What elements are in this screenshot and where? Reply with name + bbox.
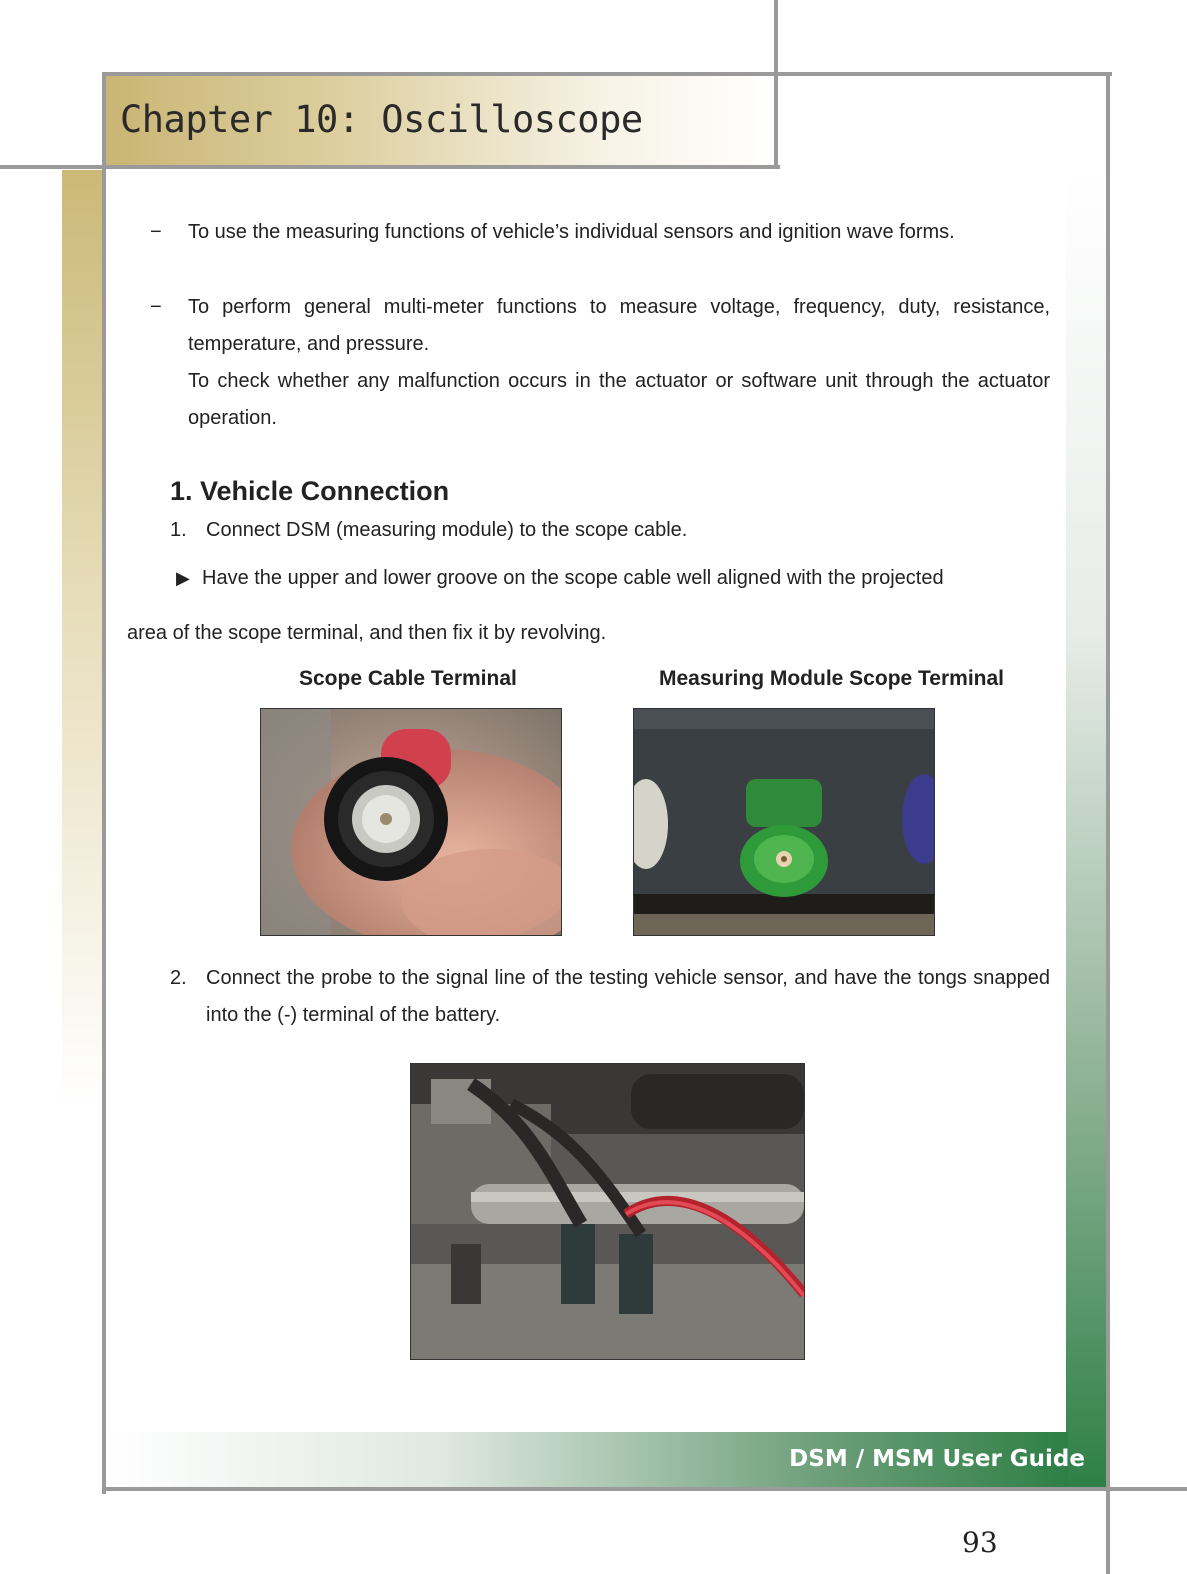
step-2-text: Connect the probe to the signal line of the testing vehicle sensor, and have the tongs snapped into the (-) terminal of the battery.	[206, 967, 1050, 1026]
scope-cable-terminal-photo	[260, 708, 562, 936]
left-gold-gradient	[62, 170, 106, 1110]
intro-item-3: To check whether any malfunction occurs in the actuator or software unit through the actuator operation.	[188, 370, 1050, 429]
frame-line-left	[102, 72, 106, 1494]
module-terminal-illustration	[634, 709, 934, 935]
page-number: 93	[962, 1526, 998, 1559]
note-line-1: Have the upper and lower groove on the scope cable well aligned with the projected	[202, 567, 944, 589]
measuring-module-terminal-photo	[633, 708, 935, 936]
frame-line-top	[102, 72, 1112, 76]
section-heading-vehicle-connection: 1. Vehicle Connection	[170, 476, 450, 506]
engine-probe-photo	[410, 1063, 805, 1360]
chapter-title: Chapter 10: Oscilloscope	[120, 98, 643, 141]
step-2-number: 2.	[170, 967, 187, 989]
frame-line-title-bottom	[0, 165, 780, 169]
frame-line-right	[1106, 72, 1110, 1574]
intro-item-2: To perform general multi-meter functions to measure voltage, frequency, duty, resistance, temperature, and pressure.	[188, 296, 1050, 355]
footer-guide-title: DSM / MSM User Guide	[789, 1446, 1085, 1472]
intro-item-1: To use the measuring functions of vehicle’s individual sensors and ignition wave forms.	[188, 221, 955, 243]
bullet-dash-1: −	[150, 221, 162, 243]
bullet-dash-2: −	[150, 296, 162, 318]
engine-probe-illustration	[411, 1064, 804, 1359]
step-1-text: Connect DSM (measuring module) to the scope cable.	[206, 519, 688, 541]
note-line-2: area of the scope terminal, and then fix it by revolving.	[127, 622, 607, 644]
frame-line-bottom	[102, 1487, 1187, 1491]
scope-cable-illustration	[261, 709, 561, 935]
frame-line-title-right	[774, 0, 778, 169]
caption-scope-cable-terminal: Scope Cable Terminal	[299, 667, 517, 690]
note-arrow-icon: ▶	[176, 568, 190, 588]
right-green-gradient	[1066, 170, 1108, 1490]
caption-measuring-module-terminal: Measuring Module Scope Terminal	[659, 667, 1005, 690]
step-1-number: 1.	[170, 519, 187, 541]
